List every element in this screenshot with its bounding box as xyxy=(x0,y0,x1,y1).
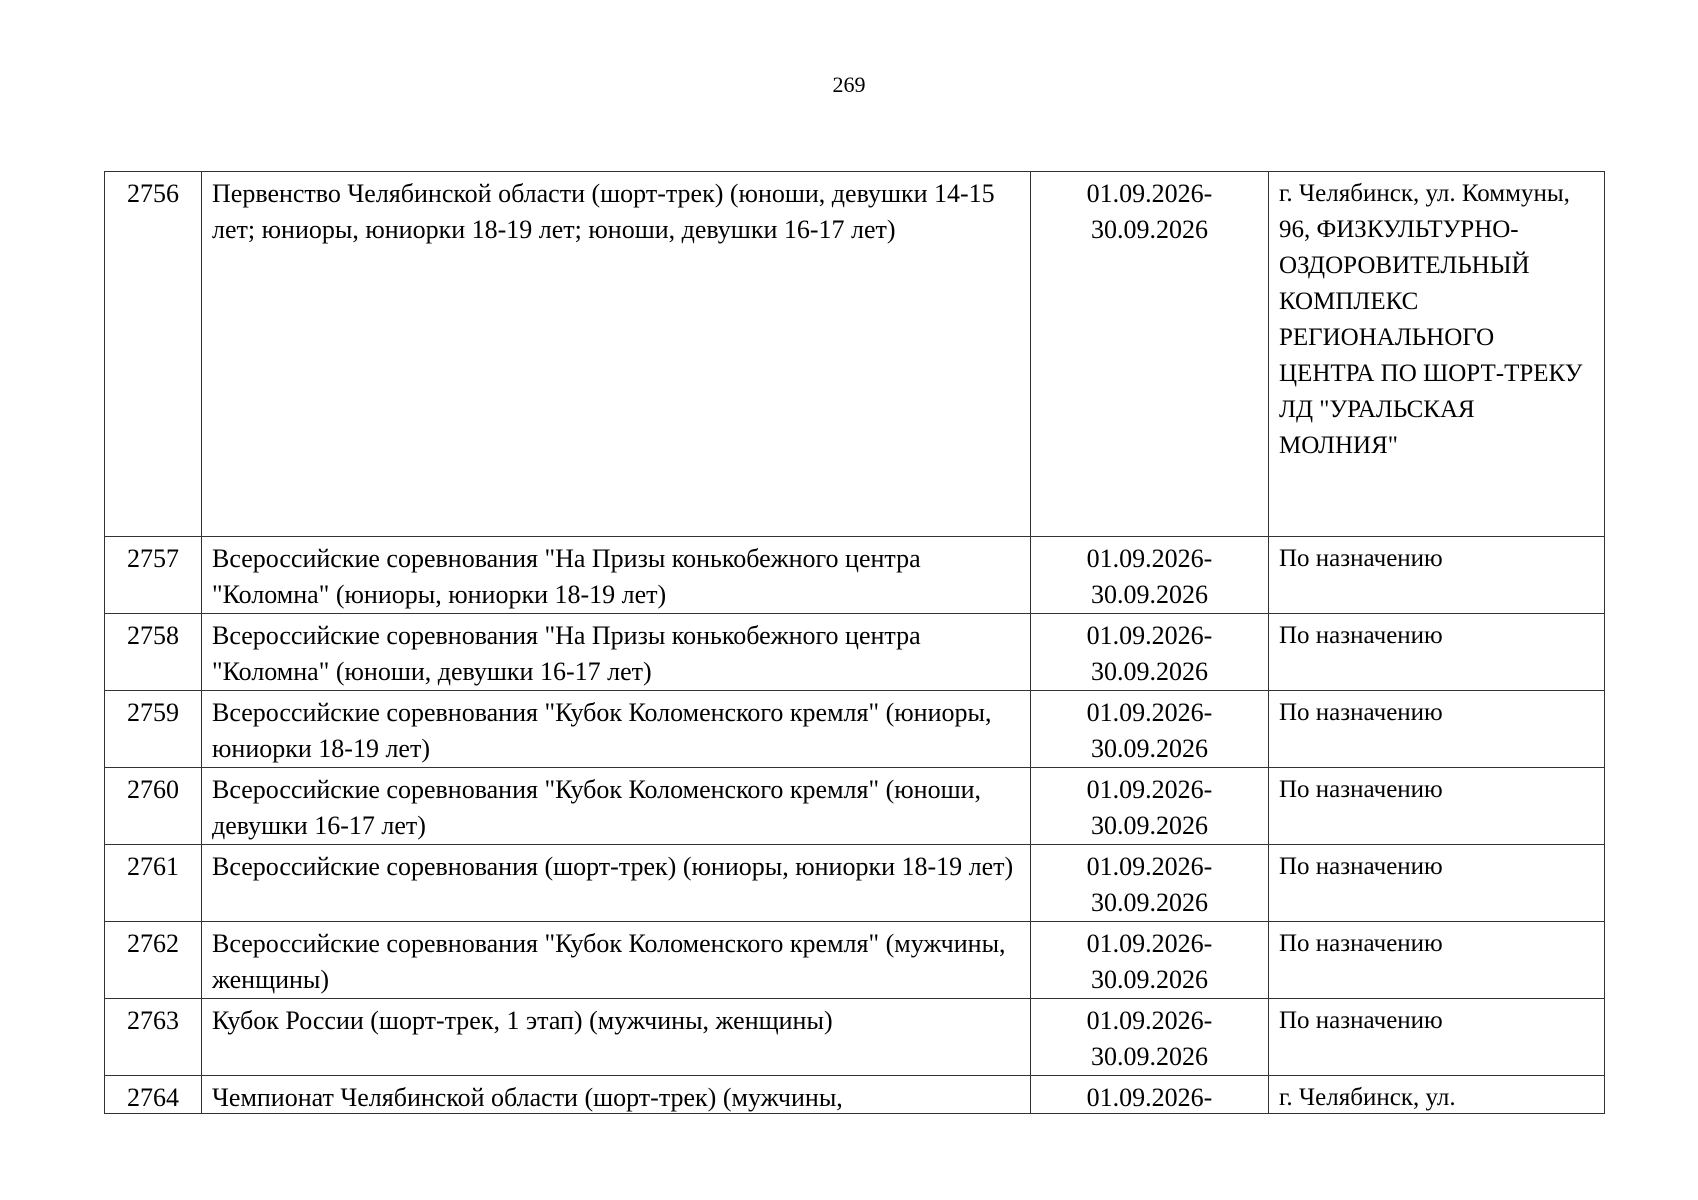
event-name: Первенство Челябинской области (шорт-трек) (юноши, девушки 14-15 лет; юниоры, юниорки 18-19 лет; юноши, девушки 16-17 лет) xyxy=(202,172,1031,537)
event-dates xyxy=(1031,922,1269,999)
event-name: Всероссийские соревнования "Кубок Коломенского кремля" (мужчины, женщины) xyxy=(202,922,1031,999)
event-name: Кубок России (шорт-трек, 1 этап) (мужчины, женщины) xyxy=(202,999,1031,1076)
date-start: 01.09.2026- xyxy=(1086,852,1213,881)
date-start: 01.09.2026- xyxy=(1086,1006,1213,1035)
event-dates xyxy=(1031,614,1269,691)
event-name: Всероссийские соревнования "На Призы конькобежного центра "Коломна" (юноши, девушки 16-17 лет) xyxy=(202,614,1031,691)
row-number: 2759 xyxy=(105,691,202,768)
row-number: 2760 xyxy=(105,768,202,845)
table-row xyxy=(105,999,1605,1076)
row-number: 2761 xyxy=(105,845,202,922)
event-place-text: г. Челябинск, ул. xyxy=(1279,1084,1456,1111)
event-dates xyxy=(1031,537,1269,614)
event-dates xyxy=(1031,172,1269,537)
event-name: Всероссийские соревнования "Кубок Коломенского кремля" (юноши, девушки 16-17 лет) xyxy=(202,768,1031,845)
date-end: 30.09.2026 xyxy=(1091,734,1208,763)
date-start: 01.09.2026- xyxy=(1086,775,1213,804)
table-row xyxy=(105,1076,1605,1114)
date-end: 30.09.2026 xyxy=(1091,580,1208,609)
date-end: 30.09.2026 xyxy=(1091,811,1208,840)
date-start: 01.09.2026- xyxy=(1086,698,1213,727)
events-table xyxy=(104,171,1605,1114)
event-place: По назначению xyxy=(1269,768,1605,845)
event-dates xyxy=(1031,691,1269,768)
event-dates xyxy=(1031,999,1269,1076)
event-place: г. Челябинск, ул. Коммуны, 96, ФИЗКУЛЬТУРНО-ОЗДОРОВИТЕЛЬНЫЙ КОМПЛЕКС РЕГИОНАЛЬНОГО ЦЕНТРА ПО ШОРТ-ТРЕКУ ЛД "УРАЛЬСКАЯ МОЛНИЯ" xyxy=(1269,172,1605,537)
row-number: 2757 xyxy=(105,537,202,614)
page-number: 269 xyxy=(832,72,866,97)
date-end: 30.09.2026 xyxy=(1091,965,1208,994)
event-dates xyxy=(1031,768,1269,845)
date-end: 30.09.2026 xyxy=(1091,888,1208,917)
table-row xyxy=(105,845,1605,922)
event-place xyxy=(1269,1076,1605,1114)
table-row xyxy=(105,537,1605,614)
row-number-text: 2764 xyxy=(127,1083,179,1112)
event-place: По назначению xyxy=(1269,845,1605,922)
date-start: 01.09.2026- xyxy=(1086,621,1213,650)
row-number: 2758 xyxy=(105,614,202,691)
date-end: 30.09.2026 xyxy=(1091,1042,1208,1071)
date-start: 01.09.2026- xyxy=(1086,1083,1213,1112)
event-name: Всероссийские соревнования "На Призы конькобежного центра "Коломна" (юниоры, юниорки 18-19 лет) xyxy=(202,537,1031,614)
table-row xyxy=(105,172,1605,537)
date-end: 30.09.2026 xyxy=(1091,215,1208,244)
row-number: 2762 xyxy=(105,922,202,999)
row-number: 2763 xyxy=(105,999,202,1076)
event-name: Всероссийские соревнования (шорт-трек) (юниоры, юниорки 18-19 лет) xyxy=(202,845,1031,922)
table-row xyxy=(105,614,1605,691)
event-place: По назначению xyxy=(1269,614,1605,691)
event-name-text: Чемпионат Челябинской области (шорт-трек) (мужчины, xyxy=(212,1083,843,1112)
date-end: 30.09.2026 xyxy=(1091,657,1208,686)
event-dates xyxy=(1031,1076,1269,1114)
event-dates xyxy=(1031,845,1269,922)
date-start: 01.09.2026- xyxy=(1086,544,1213,573)
event-place: По назначению xyxy=(1269,999,1605,1076)
date-start: 01.09.2026- xyxy=(1086,179,1213,208)
row-number: 2756 xyxy=(105,172,202,537)
table-row xyxy=(105,922,1605,999)
event-place: По назначению xyxy=(1269,691,1605,768)
table-row xyxy=(105,691,1605,768)
event-name xyxy=(202,1076,1031,1114)
event-place: По назначению xyxy=(1269,922,1605,999)
table-row xyxy=(105,768,1605,845)
event-place: По назначению xyxy=(1269,537,1605,614)
row-number xyxy=(105,1076,202,1114)
event-name: Всероссийские соревнования "Кубок Коломенского кремля" (юниоры, юниорки 18-19 лет) xyxy=(202,691,1031,768)
date-start: 01.09.2026- xyxy=(1086,929,1213,958)
